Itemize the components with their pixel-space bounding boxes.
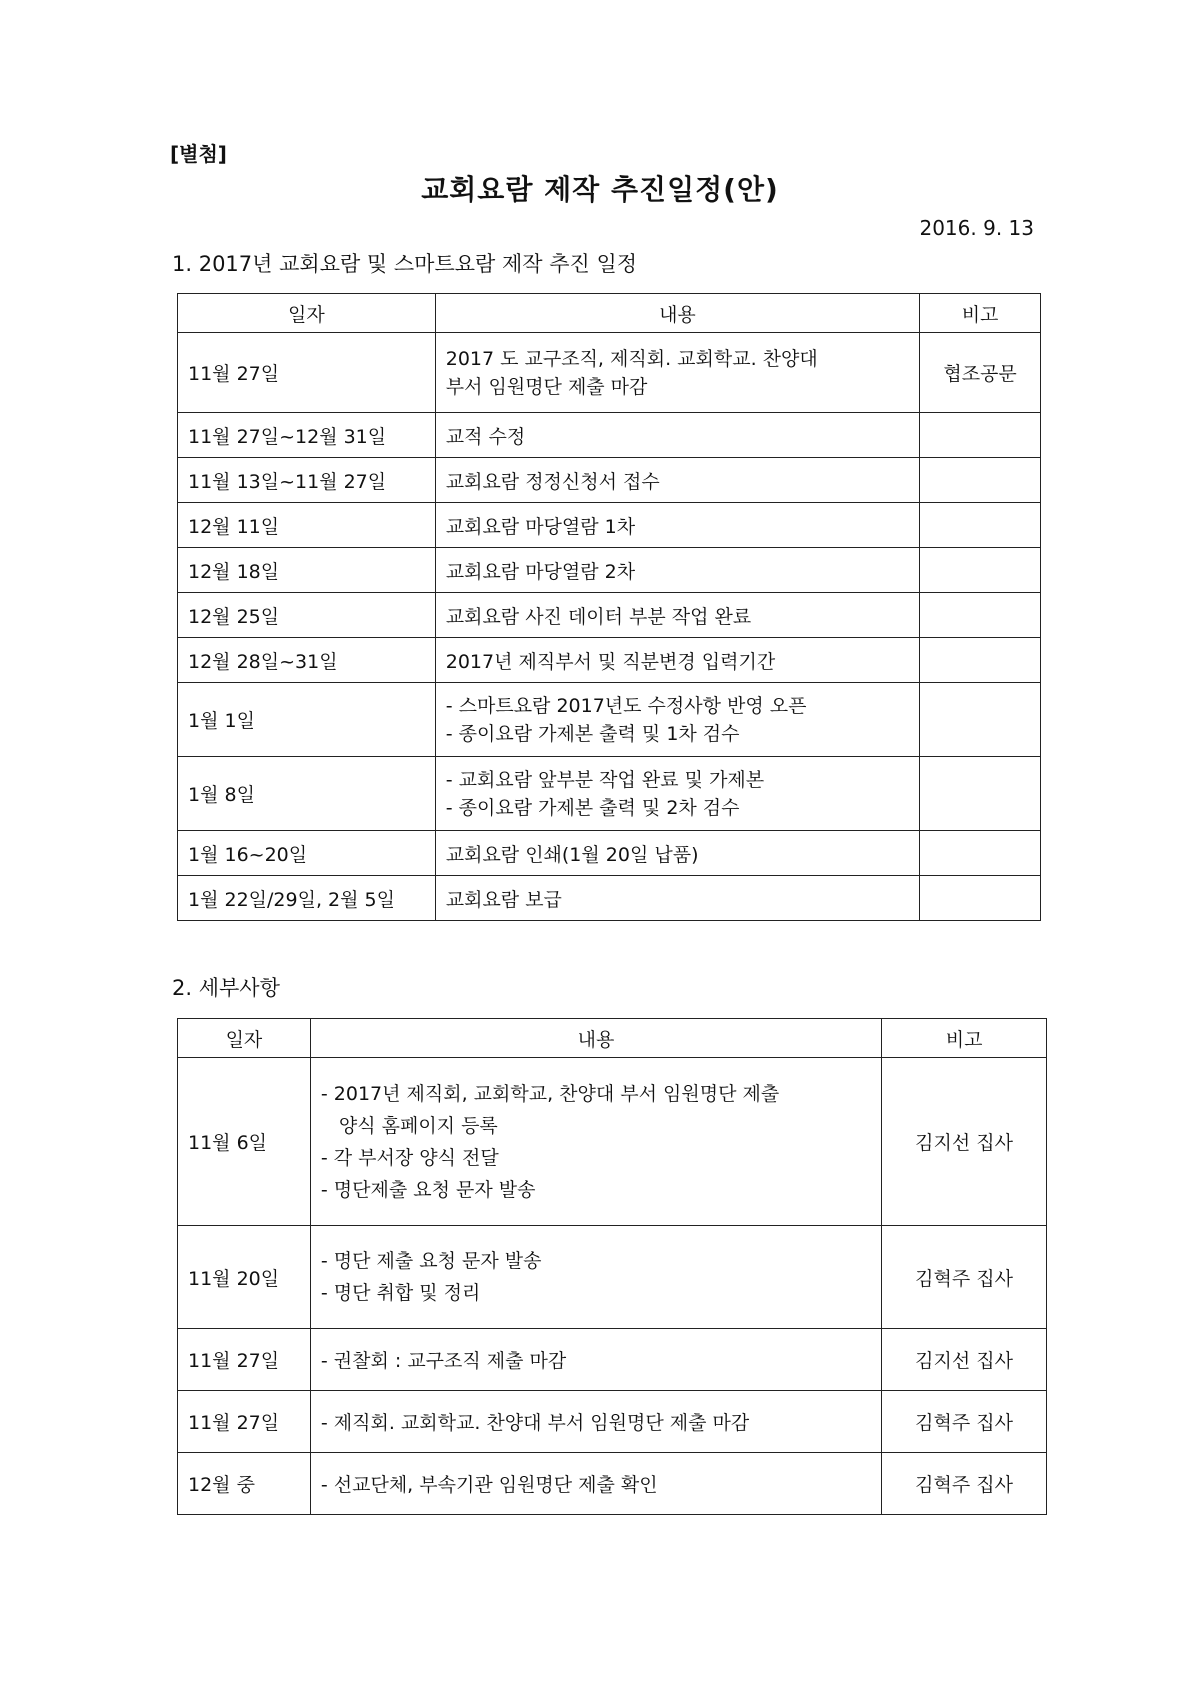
row-content: - 교회요람 앞부분 작업 완료 및 가제본 - 종이요람 가제본 출력 및 2차 검수 (435, 757, 919, 831)
row-note (920, 757, 1041, 831)
row-date: 1월 16~20일 (178, 831, 436, 876)
row-note (920, 876, 1041, 921)
row-note (920, 458, 1041, 503)
row-content: 교회요람 정정신청서 접수 (435, 458, 919, 503)
row-content: 2017년 제직부서 및 직분변경 입력기간 (435, 638, 919, 683)
row-content: - 제직회. 교회학교. 찬양대 부서 임원명단 제출 마감 (310, 1391, 881, 1453)
row-date: 11월 27일~12월 31일 (178, 413, 436, 458)
document-date: 2016. 9. 13 (919, 216, 1034, 240)
table-row (178, 1453, 1047, 1515)
table-row (178, 757, 1041, 831)
row-note (920, 593, 1041, 638)
row-date: 11월 20일 (178, 1226, 311, 1329)
details-table (177, 1018, 1047, 1515)
row-date: 12월 25일 (178, 593, 436, 638)
table-row (178, 638, 1041, 683)
section2-heading: 2. 세부사항 (172, 976, 280, 1000)
row-date: 12월 18일 (178, 548, 436, 593)
schedule-table (177, 293, 1041, 921)
row-date: 11월 13일~11월 27일 (178, 458, 436, 503)
table-row (178, 593, 1041, 638)
attachment-label: [별첨] (170, 142, 227, 166)
row-date: 1월 8일 (178, 757, 436, 831)
column-header-date: 일자 (178, 1019, 311, 1058)
row-content: 교회요람 마당열람 2차 (435, 548, 919, 593)
table-row (178, 1329, 1047, 1391)
row-content: - 선교단체, 부속기관 임원명단 제출 확인 (310, 1453, 881, 1515)
row-date: 12월 11일 (178, 503, 436, 548)
column-header-note: 비고 (920, 294, 1041, 333)
row-note (920, 503, 1041, 548)
table-row (178, 1058, 1047, 1226)
row-note: 김지선 집사 (882, 1329, 1047, 1391)
row-note: 김혁주 집사 (882, 1391, 1047, 1453)
row-date: 11월 27일 (178, 333, 436, 413)
row-content: - 명단 제출 요청 문자 발송 - 명단 취합 및 정리 (310, 1226, 881, 1329)
column-header-content: 내용 (310, 1019, 881, 1058)
table-row (178, 548, 1041, 593)
row-note (920, 683, 1041, 757)
row-date: 11월 6일 (178, 1058, 311, 1226)
row-note: 협조공문 (920, 333, 1041, 413)
row-date: 1월 22일/29일, 2월 5일 (178, 876, 436, 921)
row-note (920, 413, 1041, 458)
row-date: 12월 28일~31일 (178, 638, 436, 683)
row-content: 2017 도 교구조직, 제직회. 교회학교. 찬양대 부서 임원명단 제출 마감 (435, 333, 919, 413)
table-row (178, 1226, 1047, 1329)
table-row (178, 333, 1041, 413)
table-header-row (178, 1019, 1047, 1058)
table-row (178, 413, 1041, 458)
row-note (920, 638, 1041, 683)
row-date: 11월 27일 (178, 1391, 311, 1453)
table-row (178, 1391, 1047, 1453)
document-title: 교회요람 제작 추진일정(안) (421, 173, 779, 206)
table-row (178, 876, 1041, 921)
section1-heading: 1. 2017년 교회요람 및 스마트요람 제작 추진 일정 (172, 252, 638, 276)
row-note: 김혁주 집사 (882, 1453, 1047, 1515)
row-content: 교적 수정 (435, 413, 919, 458)
table-header-row (178, 294, 1041, 333)
row-content: 교회요람 인쇄(1월 20일 납품) (435, 831, 919, 876)
column-header-content: 내용 (435, 294, 919, 333)
row-note: 김지선 집사 (882, 1058, 1047, 1226)
row-date: 1월 1일 (178, 683, 436, 757)
row-date: 12월 중 (178, 1453, 311, 1515)
row-content: - 스마트요람 2017년도 수정사항 반영 오픈 - 종이요람 가제본 출력 및 1차 검수 (435, 683, 919, 757)
row-content: - 2017년 제직회, 교회학교, 찬양대 부서 임원명단 제출 양식 홈페이지 등록 - 각 부서장 양식 전달 - 명단제출 요청 문자 발송 (310, 1058, 881, 1226)
row-note: 김혁주 집사 (882, 1226, 1047, 1329)
column-header-note: 비고 (882, 1019, 1047, 1058)
row-content: 교회요람 마당열람 1차 (435, 503, 919, 548)
table-row (178, 683, 1041, 757)
column-header-date: 일자 (178, 294, 436, 333)
row-content: 교회요람 사진 데이터 부분 작업 완료 (435, 593, 919, 638)
table-row (178, 503, 1041, 548)
row-date: 11월 27일 (178, 1329, 311, 1391)
row-note (920, 831, 1041, 876)
table-row (178, 831, 1041, 876)
row-content: 교회요람 보급 (435, 876, 919, 921)
row-note (920, 548, 1041, 593)
row-content: - 권찰회 : 교구조직 제출 마감 (310, 1329, 881, 1391)
table-row (178, 458, 1041, 503)
